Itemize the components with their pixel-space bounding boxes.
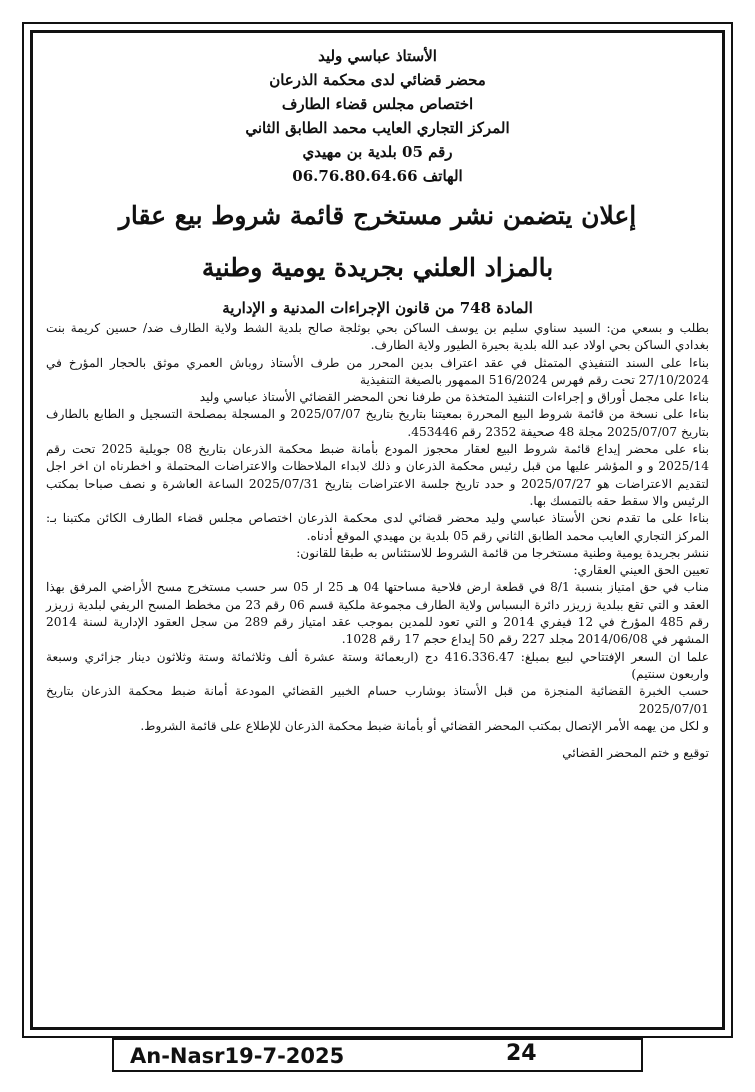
body-paragraph: بناءا على السند التنفيذي المتمثل في عقد اعتراف بدين المحرر من طرف الأستاذ روباش العمري موثق بالحجار المؤرخ في 27/10/2024 تحت رقم فهرس 516/2024 الممهور بالصيغة التنفيذية: [46, 355, 709, 387]
bailiff-title: محضر قضائي لدى محكمة الذرعان: [269, 71, 486, 89]
bailiff-name: الأستاذ عباسي وليد: [318, 47, 437, 65]
body-paragraph: بناءا على ما تقدم نحن الأستاذ عباسي وليد محضر قضائي لدى محكمة الذرعان اختصاص مجلس قضاء الطارف الكائن مكتبنا بـ: المركز التجاري العايب محمد الطابق الثاني رقم 05 بلدية بن مهيدي الموقع أدناه.: [46, 511, 709, 543]
office-address: المركز التجاري العايب محمد الطابق الثاني: [245, 119, 510, 137]
body-paragraph: مناب في حق امتياز بنسبة 8/1 في قطعة ارض فلاحية مساحتها 04 هـ 25 ار 05 سر حسب مستخرج مسح الأراضي المرفق بهذا العقد و التي تقع ببلدية زريزر دائرة البسباس ولاية الطارف مجموعة ملكية قسم 06 رقم 23 من مخطط المسح الريفي لبلدية زريزر رقم 485 المؤرخ في 12 فيفري 2014 و التي تعود للمدين بموجب عقد امتياز رقم 289 من سجل العقود الإدارية لسنة 2014 المشهر في 2014/06/08 مجلد 227 رقم 50 إيداع حجم 17 رقم 1028.: [46, 580, 709, 647]
body-paragraph: بناء على محضر إيداع قائمة شروط البيع لعقار محجوز المودع بأمانة ضبط محكمة الذرعان بتاريخ 08 جويلية 2025 تحت رقم 2025/14 و و المؤشر عليها من قبل رئيس محكمة الذرعان و ذلك لابداء الملاحظات والاعتراضات المحتملة و اخطرناه ان اخر اجل لتقديم الاعتراضات هو 2025/07/27 و حدد تاريخ جلسة الاعتراضات بتاريخ 2025/07/31 الساعة العاشرة و نصف صباحا بمكتب الرئيس والا سقط حقه بالتمسك بها.: [46, 442, 709, 508]
announcement-title-line-2: بالمزاد العلني بجريدة يومية وطنية: [201, 253, 554, 282]
body-paragraph: حسب الخبرة القضائية المنجزة من قبل الأستاذ بوشارب حسام الخبير القضائي المودعة أمانة ضبط محكمة الذرعان بتاريخ 2025/07/01: [46, 684, 709, 716]
body-paragraph: بناءا على نسخة من قائمة شروط البيع المحررة بمعيتنا بتاريخ بتاريخ 2025/07/07 و المسجلة بمصلحة التسجيل و الطابع بالطارف بتاريخ 2025/07/07 مجلة 48 صحيفة 2352 رقم 453446.: [46, 407, 709, 439]
body-paragraph: ننشر بجريدة يومية وطنية مستخرجا من قائمة الشروط للاستئناس به طبقا للقانون:: [296, 545, 709, 560]
page-footer: [112, 1038, 643, 1072]
announcement-content: [46, 44, 709, 774]
announcement-title-line-1: إعلان يتضمن نشر مستخرج قائمة شروط بيع عقار: [118, 201, 637, 230]
jurisdiction: اختصاص مجلس قضاء الطارف: [281, 95, 474, 113]
body-paragraph: بطلب و بسعي من: السيد سناوي سليم بن يوسف الساكن بحي بوثلجة صالح بلدية الشط ولاية الطارف ضد/ حسين كريمة بنت بغدادي الساكن بحي اولاد عبد الله بلدية بحيرة الطيور ولاية الطارف.: [46, 321, 709, 353]
office-number: رقم 05 بلدية بن مهيدي: [302, 143, 453, 161]
signature-line: توقيع و ختم المحضر القضائي: [562, 746, 709, 761]
office-phone: الهاتف 06.76.80.64.66: [292, 167, 463, 185]
body-paragraph: علما ان السعر الإفتتاحي لبيع بمبلغ: 416.336.47 دج (اربعمائة وستة عشرة ألف وثلاثمائة وستة وثلاثون دينار جزائري وسبعة واربعون سنتيم): [46, 649, 709, 681]
page-number: 24: [506, 1041, 537, 1066]
body-paragraph: و لكل من يهمه الأمر الإتصال بمكتب المحضر القضائي أو بأمانة ضبط محكمة الذرعان للإطلاع على قائمة الشروط.: [140, 718, 709, 733]
body-paragraph: تعيين الحق العيني العقاري:: [573, 563, 709, 578]
body-paragraph: بناءا على مجمل أوراق و إجراءات التنفيذ المتخذة من طرفنا نحن المحضر القضائي الأستاذ عباسي وليد: [199, 390, 709, 405]
publication-date: An-Nasr19-7-2025: [130, 1044, 345, 1068]
legal-article: المادة 748 من قانون الإجراءات المدنية و الإدارية: [222, 299, 533, 317]
